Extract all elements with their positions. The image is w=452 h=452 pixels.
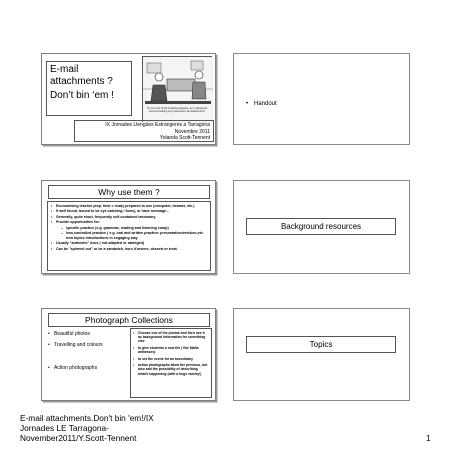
list-item-text: Beautiful photos <box>54 331 90 337</box>
list-item <box>51 226 207 230</box>
dash-icon: – <box>61 225 63 230</box>
slide-2-bullet-list <box>47 201 211 271</box>
list-item <box>51 241 207 245</box>
dash-icon: – <box>61 231 63 236</box>
list-item <box>133 363 209 375</box>
slide-1-subtitle: Don’t bin ‘em ! <box>50 90 114 101</box>
bullet-dot-icon: • <box>51 204 53 208</box>
bullet-dot-icon: • <box>133 356 135 361</box>
bullet-dot-icon: • <box>246 101 249 107</box>
notes-area-1 <box>233 53 410 145</box>
list-item <box>133 346 209 354</box>
slide-3-right-box <box>130 328 212 398</box>
bullet-dot-icon: • <box>48 331 50 337</box>
cartoon-drawing <box>143 57 213 123</box>
bullet-dot-icon: • <box>51 241 53 246</box>
list-item-text: If well found, bound to be eye-catching / funny, or have message... <box>56 209 170 214</box>
notes-bullet <box>246 100 277 108</box>
slide-3-thumbnail <box>41 308 216 401</box>
list-item-text: less controlled practice ( e.g. oral and written practice: presentation/revision,etc. new topics introductions in engaging way. <box>66 231 204 240</box>
list-item <box>48 365 128 371</box>
event-info-box <box>74 120 214 142</box>
footer-line-2: Jornades LE Tarragona- <box>20 423 109 433</box>
list-item-text: action photographs allow the previous, but also add the possibility of describing what's happening (with a huge variety!) <box>138 363 208 376</box>
list-item-text: to set the scene for an anecdotary <box>138 356 194 361</box>
list-item <box>133 331 209 343</box>
list-item <box>51 220 207 224</box>
event-author: Yolanda Scott-Tennent <box>159 135 210 141</box>
list-item-text: Usually "authentic" docs ( not adapted or abridged) <box>56 241 145 246</box>
list-item-text: Economising teacher prep. time = ready prepared to use (computer, beamer, etc.) <box>56 204 195 208</box>
list-item <box>51 209 207 213</box>
notes-area-3 <box>233 308 410 401</box>
slide-1-title <box>50 64 113 88</box>
list-item-text: Action photographs <box>54 365 98 371</box>
bullet-dot-icon: • <box>48 365 50 371</box>
bullet-dot-icon: • <box>133 345 135 350</box>
slide-1-thumbnail <box>41 53 216 145</box>
list-item <box>48 342 128 348</box>
list-item <box>51 247 207 251</box>
bullet-dot-icon: • <box>51 209 53 214</box>
office-cartoon-image <box>142 56 212 122</box>
list-item-text: Provide opportunities for: <box>56 220 101 225</box>
list-item <box>51 215 207 219</box>
list-item-text: Can be "spinned out" or be a sandwich, hors d'oeuvre, dessert or treat. <box>56 246 178 251</box>
bullet-dot-icon: • <box>48 342 50 348</box>
list-item <box>48 331 128 337</box>
cartoon-caption: I'm not sure of the emailing etiquette, am I allowed to send something very personal in an attachment? <box>146 107 208 113</box>
slide-1-title-box <box>46 61 132 116</box>
bullet-dot-icon: • <box>133 331 135 335</box>
topics-box: Topics <box>246 336 396 353</box>
bullet-dot-icon: • <box>51 220 53 225</box>
footer-line-1: E-mail attachments.Don't bin 'em!/IX <box>20 413 154 423</box>
title-line-1: E-mail <box>50 64 79 75</box>
slide-3-title: Photograph Collections <box>48 313 210 327</box>
slide-2-title: Why use them ? <box>48 185 210 199</box>
list-item-text: specific practice (e.g. grammar, reading and listening comp) <box>66 225 169 230</box>
title-line-2: attachments ? <box>50 76 113 87</box>
list-item-text: Generally, quite short, frequently self-contained taxonomy. <box>56 214 157 219</box>
list-item <box>51 231 207 240</box>
notes-bullet-text: Handout <box>254 101 277 107</box>
notes-area-2 <box>233 180 410 274</box>
page-footer <box>20 413 250 443</box>
background-resources-box: Background resources <box>246 218 396 235</box>
event-name: IX Jornades Llengües Estrangeres a Tarragona <box>105 122 210 128</box>
list-item-text: Choose one of the photos and then use it as background information for something else <box>138 331 206 344</box>
list-item-text: Travelling and colours <box>54 342 103 348</box>
list-item <box>51 204 207 208</box>
list-item-text: to give students a new life ( like Mafia witnesses) <box>138 345 199 354</box>
event-date: Novembre 2011 <box>174 128 210 135</box>
slide-2-thumbnail <box>41 180 216 274</box>
page-number: 1 <box>426 433 431 443</box>
bullet-dot-icon: • <box>133 363 135 368</box>
list-item <box>133 357 209 361</box>
bullet-dot-icon: • <box>51 214 53 219</box>
bullet-dot-icon: • <box>51 246 53 251</box>
footer-line-3: November2011/Y.Scott-Tennent <box>20 433 137 443</box>
